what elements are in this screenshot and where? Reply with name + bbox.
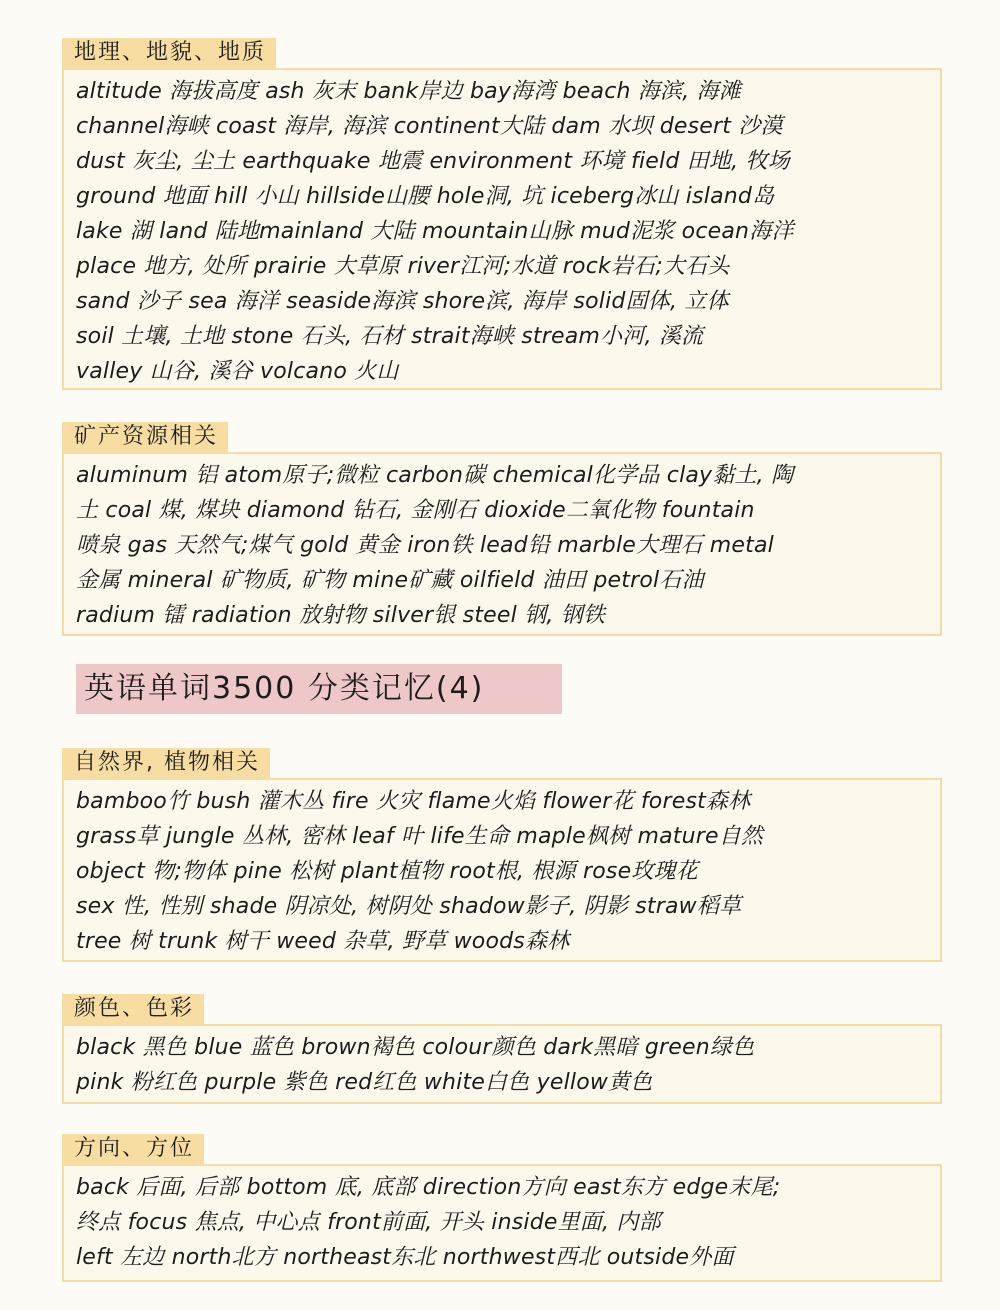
section-title: 地理、地貌、地质 bbox=[62, 38, 276, 68]
section-colors bbox=[62, 994, 944, 1104]
page-title-banner: 英语单词3500 分类记忆(4) bbox=[76, 664, 562, 714]
vocab-line: back 后面, 后部 bottom 底, 底部 direction方向 east东方 edge末尾; bbox=[76, 1175, 781, 1200]
vocab-line: dust 灰尘, 尘土 earthquake 地震 environment 环境 field 田地, 牧场 bbox=[76, 149, 790, 174]
vocab-box bbox=[62, 68, 942, 390]
vocab-line: 终点 focus 焦点, 中心点 front前面, 开头 inside里面, 内部 bbox=[76, 1210, 661, 1235]
vocab-line: aluminum 铝 atom原子;微粒 carbon碳 chemical化学品 clay黏土, 陶 bbox=[76, 463, 794, 488]
section-nature-plants bbox=[62, 748, 944, 962]
vocab-line: lake 湖 land 陆地mainland 大陆 mountain山脉 mud泥浆 ocean海洋 bbox=[76, 219, 794, 244]
vocab-line: 土 coal 煤, 煤块 diamond 钻石, 金刚石 dioxide二氧化物 fountain bbox=[76, 498, 755, 523]
vocab-box bbox=[62, 778, 942, 962]
section-title: 自然界, 植物相关 bbox=[62, 748, 270, 778]
section-title: 颜色、色彩 bbox=[62, 994, 204, 1024]
vocab-line: pink 粉红色 purple 紫色 red红色 white白色 yellow黄色 bbox=[76, 1070, 653, 1095]
vocab-line: grass草 jungle 丛林, 密林 leaf 叶 life生命 maple枫树 mature自然 bbox=[76, 824, 764, 849]
vocab-line: object 物;物体 pine 松树 plant植物 root根, 根源 rose玫瑰花 bbox=[76, 859, 698, 884]
vocab-line: left 左边 north北方 northeast东北 northwest西北 outside外面 bbox=[76, 1245, 734, 1270]
section-directions bbox=[62, 1134, 944, 1282]
vocab-box bbox=[62, 452, 942, 636]
vocab-line: 喷泉 gas 天然气;煤气 gold 黄金 iron铁 lead铅 marble大理石 metal bbox=[76, 533, 774, 558]
vocab-line: 金属 mineral 矿物质, 矿物 mine矿藏 oilfield 油田 petrol石油 bbox=[76, 568, 704, 593]
vocab-line: altitude 海拔高度 ash 灰末 bank岸边 bay海湾 beach 海滨, 海滩 bbox=[76, 79, 742, 104]
vocab-line: place 地方, 处所 prairie 大草原 river江河;水道 rock岩石;大石头 bbox=[76, 254, 730, 279]
vocab-line: valley 山谷, 溪谷 volcano 火山 bbox=[76, 359, 399, 384]
vocab-line: soil 土壤, 土地 stone 石头, 石材 strait海峡 stream小河, 溪流 bbox=[76, 324, 704, 349]
section-minerals bbox=[62, 422, 944, 636]
vocab-line: sand 沙子 sea 海洋 seaside海滨 shore滨, 海岸 solid固体, 立体 bbox=[76, 289, 729, 314]
section-title: 矿产资源相关 bbox=[62, 422, 228, 452]
vocab-line: sex 性, 性别 shade 阴凉处, 树阴处 shadow影子, 阴影 straw稻草 bbox=[76, 894, 742, 919]
vocab-box bbox=[62, 1164, 942, 1282]
vocab-line: channel海峡 coast 海岸, 海滨 continent大陆 dam 水坝 desert 沙漠 bbox=[76, 114, 783, 139]
section-geography bbox=[62, 38, 944, 390]
vocab-line: ground 地面 hill 小山 hillside山腰 hole洞, 坑 iceberg冰山 island岛 bbox=[76, 184, 775, 209]
vocab-line: bamboo竹 bush 灌木丛 fire 火灾 flame火焰 flower花 forest森林 bbox=[76, 789, 751, 814]
vocab-line: radium 镭 radiation 放射物 silver银 steel 钢, 钢铁 bbox=[76, 603, 606, 628]
vocab-line: black 黑色 blue 蓝色 brown褐色 colour颜色 dark黑暗 green绿色 bbox=[76, 1035, 755, 1060]
vocab-line: tree 树 trunk 树干 weed 杂草, 野草 woods森林 bbox=[76, 929, 570, 954]
section-title: 方向、方位 bbox=[62, 1134, 204, 1164]
vocab-box bbox=[62, 1024, 942, 1104]
